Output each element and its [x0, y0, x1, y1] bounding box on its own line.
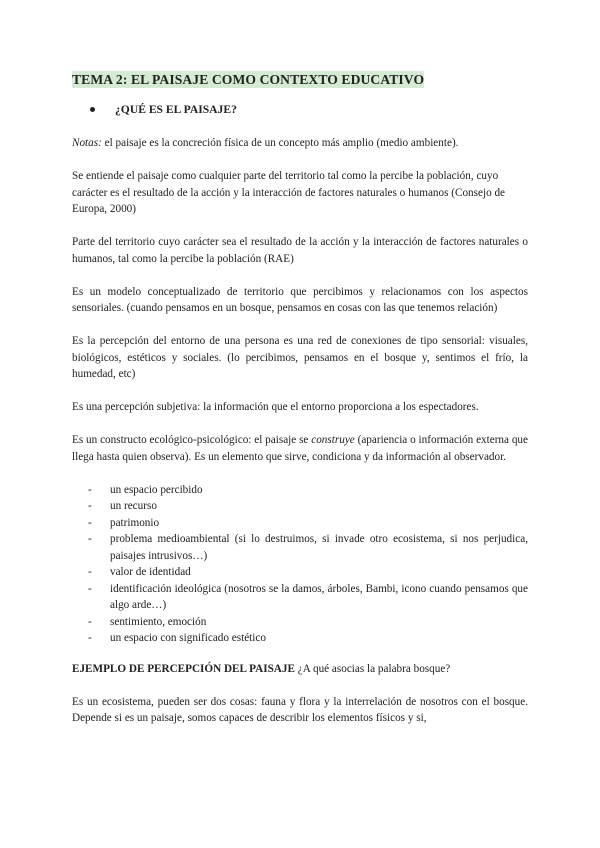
paragraph-subjetiva: Es una percepción subjetiva: la información que el entorno proporciona a los espectadores. [72, 401, 479, 413]
constructo-text-after: (apariencia o información externa que llega hasta quien observa). Es un elemento que sirve, condiciona y da información al observador. [72, 434, 528, 463]
constructo-emphasis: construye [311, 434, 355, 446]
list-item-text: un espacio percibido [110, 483, 203, 496]
list-item [72, 515, 528, 532]
list-item-text: un recurso [110, 500, 157, 512]
section-heading-text: ¿QUÉ ES EL PAISAJE? [115, 102, 237, 116]
document-body [72, 72, 528, 743]
page-title: TEMA 2: EL PAISAJE COMO CONTEXTO EDUCATIVO [72, 72, 425, 87]
paragraph-ecosistema: Es un ecosistema, pueden ser dos cosas: fauna y flora y la interrelación de nosotros con el bosque. Depende si es un paisaje, somos capaces de describir los elementos físicos y si, [72, 695, 528, 724]
paisaje-list [72, 482, 528, 647]
paragraph-constructo [72, 432, 528, 465]
list-item [72, 581, 528, 614]
list-item-text: sentimiento, emoción [110, 615, 207, 628]
list-item [72, 630, 528, 647]
paragraph-modelo: Es un modelo conceptualizado de territorio que percibimos y relacionamos con los aspectos sensoriales. (cuando pensamos en un bosque, pensamos en cosas con las que tenemos relación) [72, 285, 528, 314]
dash-icon: - [88, 632, 92, 644]
notes-label: Notas: [72, 137, 102, 149]
dash-icon: - [88, 566, 92, 578]
list-item-text: patrimonio [110, 516, 160, 529]
dash-icon: - [88, 615, 92, 628]
dash-icon: - [88, 582, 92, 595]
list-item [72, 482, 528, 499]
example-question: ¿A qué asocias la palabra bosque? [294, 662, 451, 675]
dash-icon: - [88, 533, 92, 545]
dash-icon: - [88, 500, 92, 512]
list-item-text: un espacio con significado estético [110, 632, 266, 644]
bullet-dot-icon [90, 107, 95, 112]
dash-icon: - [88, 483, 92, 496]
list-item [72, 531, 528, 564]
constructo-text-before: Es un constructo ecológico-psicológico: el paisaje se [72, 434, 312, 446]
example-heading: EJEMPLO DE PERCEPCIÓN DEL PAISAJE [72, 662, 295, 675]
list-item-text: valor de identidad [110, 566, 191, 578]
notes-paragraph [72, 135, 528, 152]
title-block [72, 72, 528, 90]
list-item-text: identificación ideológica (nosotros se la damos, árboles, Bambi, icono cuando pensamos que algo arde…) [110, 582, 528, 611]
list-item [72, 498, 528, 515]
paragraph-percepcion: Es la percepción del entorno de una persona es una red de conexiones de tipo sensorial: visuales, biológicos, estéticos y sociales. (lo percibimos, pensamos en el bosque y, sentimos el frío, la humedad, etc) [72, 335, 528, 380]
list-item [72, 564, 528, 581]
paragraph-definition-rae: Parte del territorio cuyo carácter sea el resultado de la acción y la interacción de factores naturales o humanos, tal como la percibe la población (RAE) [72, 236, 528, 265]
dash-icon: - [88, 516, 92, 529]
example-paragraph [72, 661, 528, 678]
list-item [72, 614, 528, 631]
list-item-text: problema medioambiental (si lo destruimos, si invade otro ecosistema, si nos perjudica, paisajes intrusivos…) [110, 533, 528, 562]
notes-text: el paisaje es la concreción física de un concepto más amplio (medio ambiente). [101, 137, 459, 149]
paragraph-definition-europa: Se entiende el paisaje como cualquier parte del territorio tal como la percibe la población, cuyo carácter es el resultado de la acción y la interacción de factores naturales o humanos (Consejo de Europa, 2000) [72, 170, 506, 215]
section-heading-que-es [90, 102, 528, 119]
